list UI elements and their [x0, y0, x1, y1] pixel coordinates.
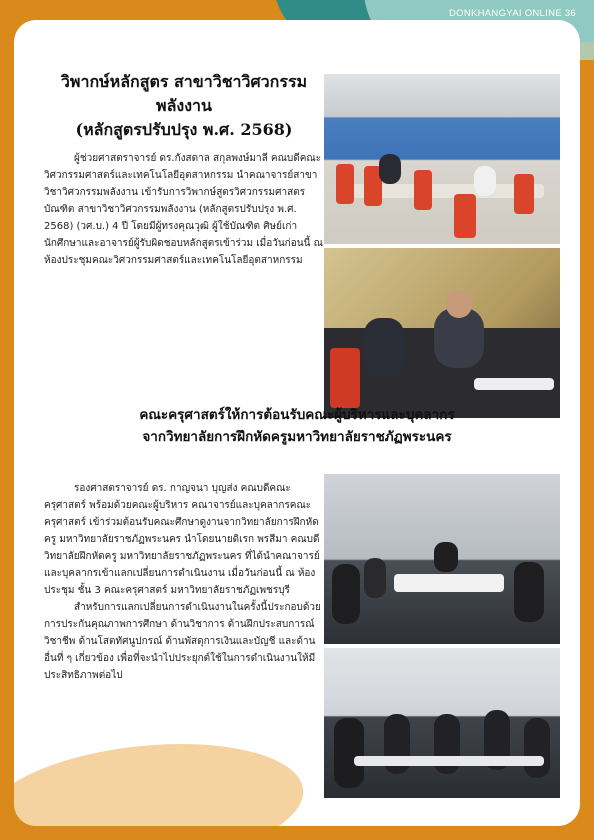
article2-paragraph1: รองศาสตราจารย์ ดร. กาญจนา บุญส่ง คณบดีคณะครุศาสตร์ พร้อมด้วยคณะผู้บริหาร คณาจารย์และบุคลากรคณะครุศาสตร์ เข้าร่วมต้อนรับคณะศึกษาดูงานจากวิทยาลัยการฝึกหัดครู มหาวิทยาลัยราชภัฏพระนคร นำโดยนายดิเรก พรสีมา คณบดีวิทยาลัยฝึกหัดครู มหาวิทยาลัยราชภัฏพระนคร ที่ได้นำคณาจารย์และบุคลากรเข้าแลกเปลี่ยนการดำเนินงาน เมื่อวันก่อนนี้ ณ ห้องประชุม ชั้น 3 คณะครุศาสตร์ มหาวิทยาลัยราชภัฏเพชรบุรี — [44, 483, 320, 596]
article2-body — [44, 480, 322, 684]
header-page-label: DONKHANGYAI ONLINE 36 — [448, 8, 576, 19]
page-sheet — [14, 20, 580, 826]
article1-title — [44, 70, 324, 142]
article2-photo-meeting-table — [324, 474, 560, 644]
article2-title-line2: จากวิทยาลัยการฝึกหัดครูมหาวิทยาลัยราชภัฏพระนคร — [142, 429, 452, 445]
article2-paragraph2: สำหรับการแลกเปลี่ยนการดำเนินงานในครั้งนี้ประกอบด้วย การประกันคุณภาพการศึกษา ด้านวิชาการ ด้านฝึกประสบการณ์วิชาชีพ ด้านโสตทัศนูปกรณ์ ด้านพัสดุการเงินและบัญชี และด้านอื่นที่ ๆ เกี่ยวข้อง เพื่อที่จะนำไปประยุกต์ใช้ในการดำเนินงานให้มีประสิทธิภาพต่อไป — [44, 602, 321, 681]
article1-title-line1: วิพากษ์หลักสูตร สาขาวิชาวิศวกรรมพลังงาน — [60, 72, 308, 115]
article1-body — [44, 150, 324, 269]
article1-photo-speaker — [324, 248, 560, 418]
article1-photo-meeting-room — [324, 74, 560, 244]
article2-photo-group — [324, 648, 560, 798]
article2-title-line1: คณะครุศาสตร์ให้การต้อนรับคณะผู้บริหารและบุคลากร — [139, 407, 455, 423]
article1-title-line2: (หลักสูตรปรับปรุง พ.ศ. 2568) — [75, 120, 293, 139]
article2-title — [44, 404, 550, 448]
footer-decoration-peach — [14, 730, 309, 826]
article1-paragraph: ผู้ช่วยศาสตราจารย์ ดร.กังสดาล สกุลพงษ์มาลี คณบดีคณะวิศวกรรมศาสตร์และเทคโนโลยีอุตสาหกรรม นำคณาจารย์สาขาวิชาวิศวกรรมพลังงาน เข้ารับการวิพากษ์สูตรวิศวกรรมศาสตรบัณฑิต สาขาวิชาวิศวกรรมพลังงาน (หลักสูตรปรับปรุง พ.ศ. 2568) (วศ.บ.) 4 ปี โดยมีผู้ทรงคุณวุฒิ ผู้ใช้บัณฑิต ศิษย์เก่า นักศึกษาและอาจารย์ผู้รับผิดชอบหลักสูตรเข้าร่วม เมื่อวันก่อนนี้ ณ ห้องประชุมคณะวิศวกรรมศาสตร์และเทคโนโลยีอุตสาหกรรม — [44, 153, 323, 266]
